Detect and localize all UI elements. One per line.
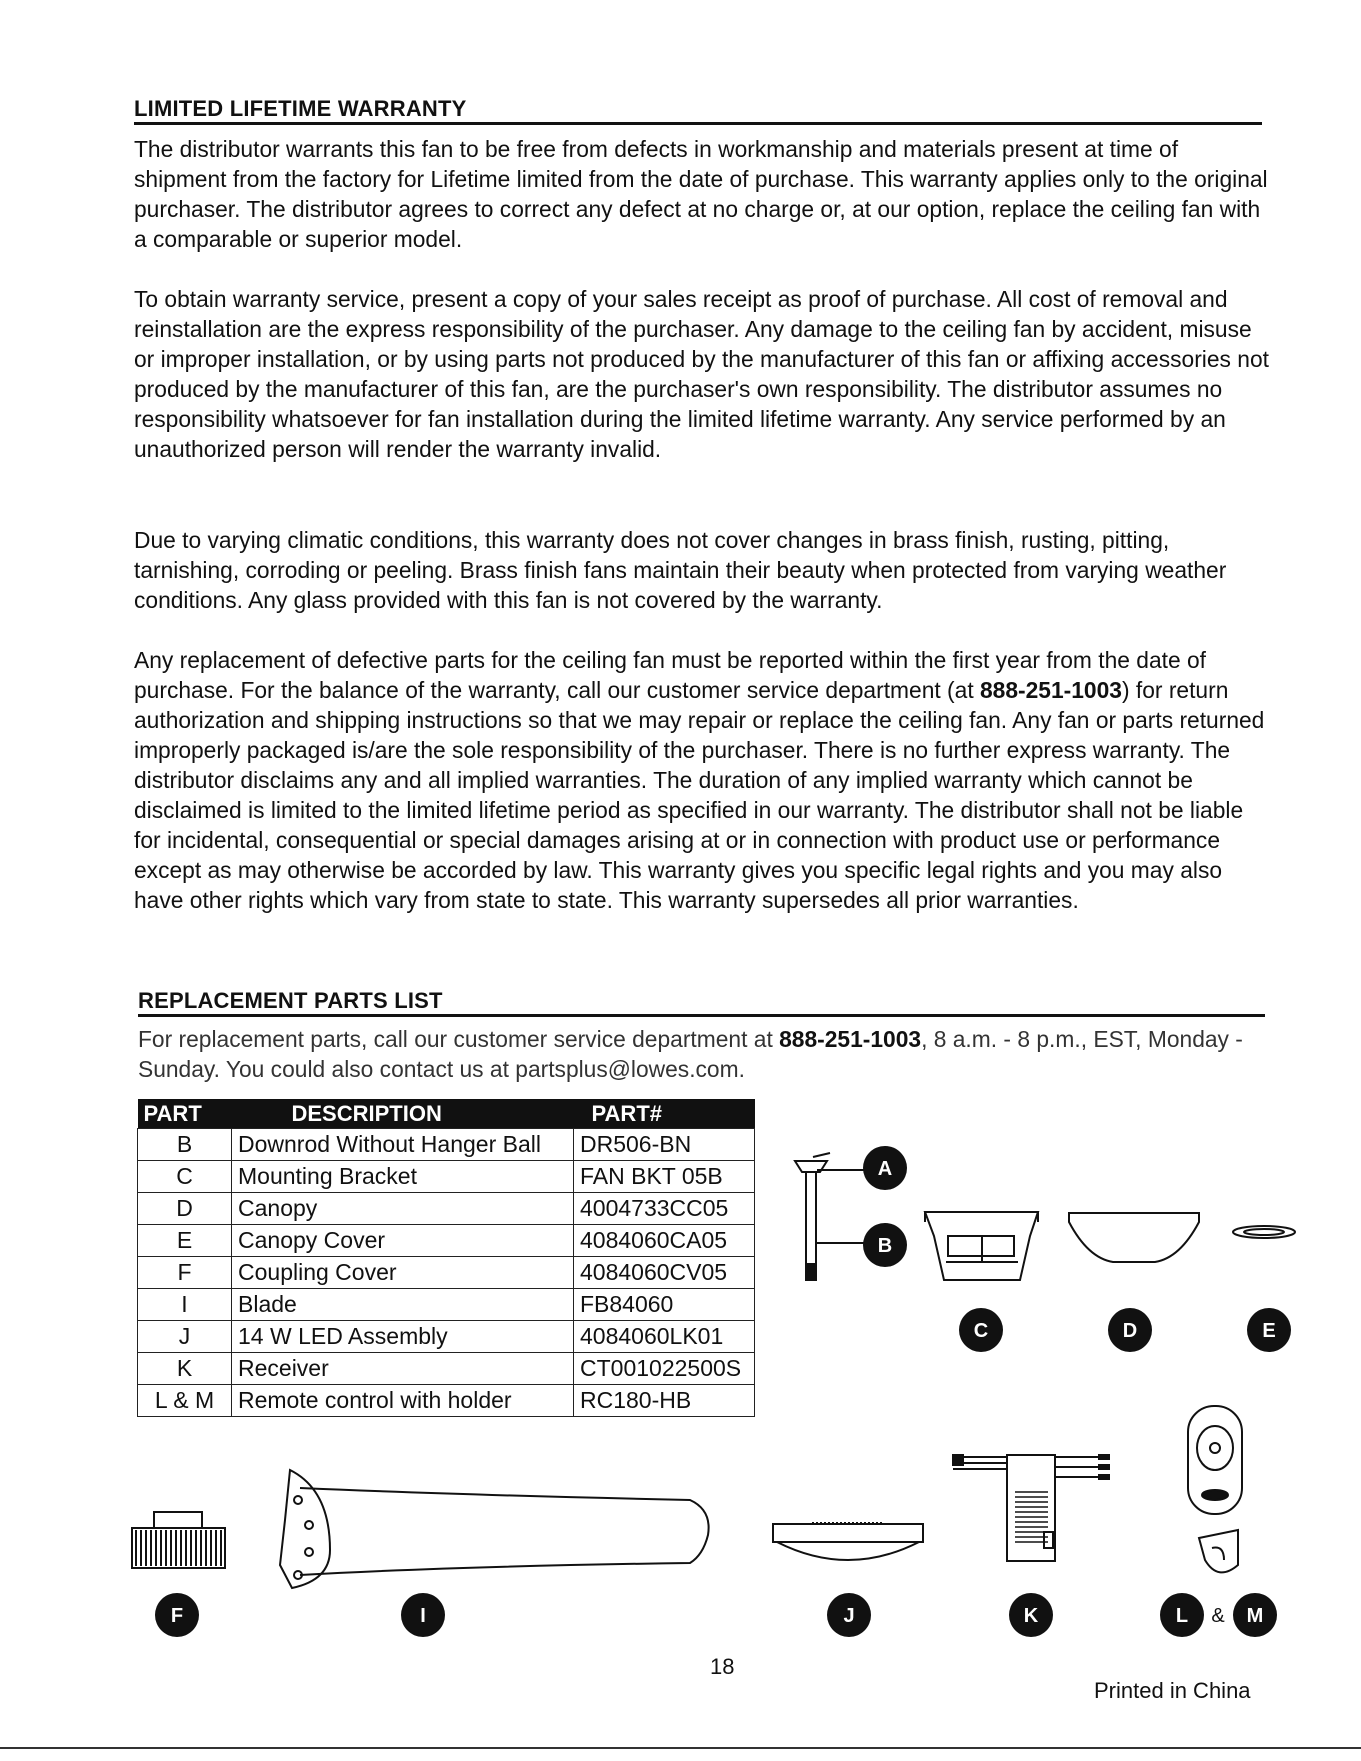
parts-phone: 888-251-1003 bbox=[779, 1026, 922, 1052]
canopy-drawing bbox=[1069, 1213, 1199, 1262]
label-badge-j bbox=[827, 1593, 871, 1637]
part-number: DR506-BN bbox=[574, 1129, 755, 1161]
svg-text:M: M bbox=[1246, 1605, 1264, 1627]
warranty-paragraph-3: Due to varying climatic conditions, this warranty does not cover changes in brass finish, rusting, pitting, tarnishing, corroding or peeling. Brass finish fans maintain their beauty when protected from varying weather conditions. Any glass provided with this fan is not covered by the warranty. bbox=[134, 527, 1227, 613]
page-number: 18 bbox=[710, 1654, 735, 1679]
svg-text:A: A bbox=[877, 1158, 893, 1180]
part-number: 4004733CC05 bbox=[574, 1193, 755, 1225]
warranty-heading: LIMITED LIFETIME WARRANTY bbox=[134, 96, 467, 121]
leader-lines bbox=[817, 1170, 865, 1243]
printed-in-note: Printed in China bbox=[1094, 1678, 1251, 1703]
led-assembly-drawing bbox=[773, 1523, 923, 1560]
svg-text:E: E bbox=[1262, 1320, 1276, 1342]
label-badge-a bbox=[863, 1146, 907, 1190]
parts-intro-text-a: For replacement parts, call our customer service department at bbox=[138, 1026, 780, 1052]
svg-text:D: D bbox=[1122, 1320, 1138, 1342]
svg-text:I: I bbox=[420, 1605, 426, 1627]
part-letter: I bbox=[138, 1289, 232, 1321]
label-badge-b bbox=[863, 1223, 907, 1267]
receiver-drawing bbox=[953, 1455, 1109, 1561]
part-letter: E bbox=[138, 1225, 232, 1257]
blade-drawing bbox=[280, 1470, 709, 1588]
remote-control-drawing bbox=[1188, 1406, 1242, 1572]
svg-text:J: J bbox=[843, 1605, 855, 1627]
label-badge-e bbox=[1247, 1308, 1291, 1352]
bottom-edge-line bbox=[0, 1747, 1361, 1749]
part-letter: L & M bbox=[138, 1385, 232, 1417]
label-badge-l bbox=[1160, 1593, 1204, 1637]
svg-text:L: L bbox=[1175, 1605, 1189, 1627]
part-letter: F bbox=[138, 1257, 232, 1289]
label-badge-d bbox=[1108, 1308, 1152, 1352]
part-letter: B bbox=[138, 1129, 232, 1161]
part-number: FB84060 bbox=[574, 1289, 755, 1321]
part-description: Remote control with holder bbox=[232, 1385, 574, 1417]
column-header-description: DESCRIPTION bbox=[232, 1099, 574, 1129]
svg-text:C: C bbox=[973, 1320, 989, 1342]
warranty-paragraph-2: To obtain warranty service, present a copy of your sales receipt as proof of purchase. All cost of removal and reinstallation are the express responsibility of the purchaser. Any damage to the ceiling fan by accident, misuse or improper installation, or by using parts not produced by the manufacturer of this fan or affixing accessories not produced by the manufacturer of this fan, are the purchaser's own responsibility. The distributor assumes no responsibility whatsoever for fan installation during the limited lifetime warranty. Any service performed by an unauthorized person will render the warranty invalid. bbox=[134, 286, 1269, 462]
mounting-bracket-drawing bbox=[925, 1212, 1038, 1280]
part-letter: D bbox=[138, 1193, 232, 1225]
part-letter: K bbox=[138, 1353, 232, 1385]
part-letter: J bbox=[138, 1321, 232, 1353]
part-description: Canopy bbox=[232, 1193, 574, 1225]
part-number: CT001022500S bbox=[574, 1353, 755, 1385]
part-description: Blade bbox=[232, 1289, 574, 1321]
parts-heading: REPLACEMENT PARTS LIST bbox=[138, 988, 443, 1013]
part-letter: C bbox=[138, 1161, 232, 1193]
label-badge-i bbox=[401, 1593, 445, 1637]
label-badge-m bbox=[1233, 1593, 1277, 1637]
part-number: 4084060LK01 bbox=[574, 1321, 755, 1353]
part-number: 4084060CA05 bbox=[574, 1225, 755, 1257]
part-description: Mounting Bracket bbox=[232, 1161, 574, 1193]
svg-text:F: F bbox=[170, 1605, 184, 1627]
part-description: Receiver bbox=[232, 1353, 574, 1385]
part-description: Coupling Cover bbox=[232, 1257, 574, 1289]
label-ampersand: & bbox=[1211, 1605, 1225, 1627]
column-header-part-number: PART# bbox=[574, 1099, 755, 1129]
part-number: 4084060CV05 bbox=[574, 1257, 755, 1289]
warranty-p4-text-b: ) for return authorization and shipping instructions so that we may repair or replace the ceiling fan. Any fan or parts returned improperly packaged is/are the sole responsibility of the purchaser. There is no further express warranty. The distributor disclaims any and all implied warranties. The duration of any implied warranty which cannot be disclaimed is limited to the limited lifetime period as specified in our warranty. The distributor shall not be liable for incidental, consequential or special damages arising at or in connection with product use or performance except as may otherwise be accorded by law. This warranty gives you specific legal rights and you may also have other rights which vary from state to state. This warranty supersedes all prior warranties. bbox=[134, 677, 1265, 913]
part-number: RC180-HB bbox=[574, 1385, 755, 1417]
part-description: Canopy Cover bbox=[232, 1225, 574, 1257]
part-number: FAN BKT 05B bbox=[574, 1161, 755, 1193]
label-badge-f bbox=[155, 1593, 199, 1637]
column-header-part: PART bbox=[138, 1099, 232, 1129]
label-badge-c bbox=[959, 1308, 1003, 1352]
svg-text:K: K bbox=[1023, 1605, 1039, 1627]
part-description: Downrod Without Hanger Ball bbox=[232, 1129, 574, 1161]
coupling-cover-drawing bbox=[132, 1512, 225, 1568]
warranty-paragraph-1: The distributor warrants this fan to be free from defects in workmanship and materials present at time of shipment from the factory for Lifetime limited from the date of purchase. This warranty applies only to the original purchaser. The distributor agrees to correct any defect at no charge or, at our option, replace the ceiling fan with a comparable or superior model. bbox=[134, 136, 1268, 252]
label-badge-k bbox=[1009, 1593, 1053, 1637]
downrod-drawing bbox=[795, 1153, 861, 1280]
svg-text:B: B bbox=[877, 1235, 893, 1257]
canopy-cover-drawing bbox=[1233, 1226, 1295, 1238]
warranty-p4-text-a: Any replacement of defective parts for the ceiling fan must be reported within the first year from the date of purchase. For the balance of the warranty, call our customer service department (at bbox=[134, 647, 1206, 703]
warranty-phone: 888-251-1003 bbox=[980, 677, 1122, 703]
part-description: 14 W LED Assembly bbox=[232, 1321, 574, 1353]
parts-intro-text-b: , 8 a.m. - 8 p.m., EST, Monday - Sunday. You could also contact us at partsplus@lowes.com. bbox=[138, 1026, 1243, 1082]
